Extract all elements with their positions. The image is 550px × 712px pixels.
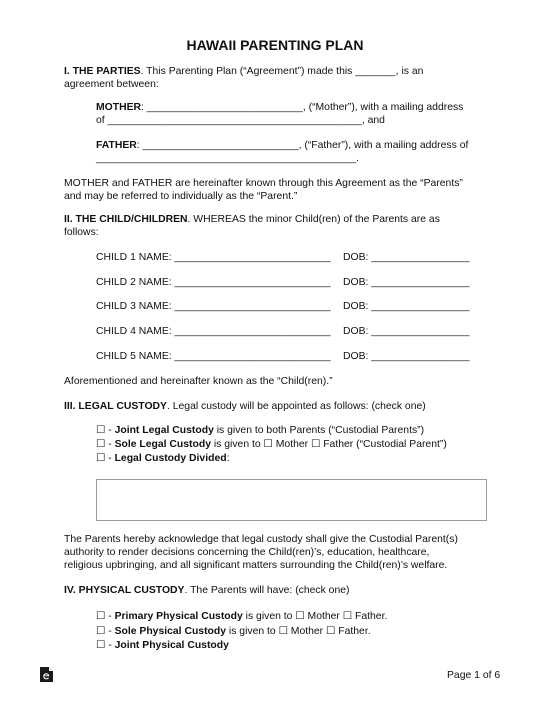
eforms-logo-icon	[40, 667, 53, 682]
checkbox-sole-physical-mother[interactable]: ☐	[278, 626, 288, 637]
legal-custody-intro: III. LEGAL CUSTODY. Legal custody will be appointed as follows: (check one)	[64, 401, 426, 412]
parents-definition-line-1: MOTHER and FATHER are hereinafter known through this Agreement as the “Parents”	[64, 178, 463, 189]
child-2-dob: DOB: _________________	[343, 277, 470, 288]
child-4-name: CHILD 4 NAME: ___________________________	[96, 326, 331, 337]
legal-custody-heading: III. LEGAL CUSTODY	[64, 401, 167, 412]
children-intro-line-1: II. THE CHILD/CHILDREN. WHEREAS the minor Child(ren) of the Parents are as	[64, 214, 440, 225]
physical-option-primary[interactable]: ☐ - Primary Physical Custody is given to ☐ Mother ☐ Father.	[96, 611, 388, 622]
physical-custody-heading: IV. PHYSICAL CUSTODY	[64, 585, 185, 596]
legal-option-joint[interactable]: ☐ - Joint Legal Custody is given to both Parents (“Custodial Parents”)	[96, 425, 425, 436]
mother-label: MOTHER	[96, 102, 142, 113]
child-3-name: CHILD 3 NAME: ___________________________	[96, 301, 331, 312]
parties-intro-line-1: I. THE PARTIES. This Parenting Plan (“Agreement”) made this _______, is an	[64, 66, 424, 77]
father-line-1: FATHER: ___________________________, (“Father”), with a mailing address of	[96, 140, 469, 151]
legal-option-sole[interactable]: ☐ - Sole Legal Custody is given to ☐ Mother ☐ Father (“Custodial Parent”)	[96, 439, 447, 450]
legal-option-divided[interactable]: ☐ - Legal Custody Divided:	[96, 453, 230, 464]
physical-option-joint[interactable]: ☐ - Joint Physical Custody	[96, 640, 229, 651]
document-title: HAWAII PARENTING PLAN	[186, 37, 364, 53]
checkbox-sole-legal-mother[interactable]: ☐	[263, 439, 273, 450]
child-1-dob: DOB: _________________	[343, 252, 470, 263]
parties-heading: I. THE PARTIES	[64, 66, 141, 77]
checkbox-sole-legal[interactable]: ☐	[96, 439, 106, 450]
checkbox-divided-legal[interactable]: ☐	[96, 453, 106, 464]
parents-definition-line-2: and may be referred to individually as the “Parent.”	[64, 191, 298, 202]
legal-ack-line-1: The Parents hereby acknowledge that legal custody shall give the Custodial Parent(s)	[64, 534, 458, 545]
checkbox-sole-legal-father[interactable]: ☐	[311, 439, 321, 450]
legal-custody-divided-textbox[interactable]	[96, 479, 487, 521]
child-2-name: CHILD 2 NAME: ___________________________	[96, 277, 331, 288]
child-1-name: CHILD 1 NAME: ___________________________	[96, 252, 331, 263]
children-definition: Aforementioned and hereinafter known as the “Child(ren).”	[64, 376, 333, 387]
parties-intro-line-2: agreement between:	[64, 79, 159, 90]
father-label: FATHER	[96, 140, 137, 151]
children-intro-line-2: follows:	[64, 227, 99, 238]
checkbox-sole-physical[interactable]: ☐	[96, 626, 106, 637]
checkbox-primary-physical-father[interactable]: ☐	[342, 611, 353, 622]
mother-line-2: of ____________________________________________, and	[96, 115, 385, 126]
child-3-dob: DOB: _________________	[343, 301, 470, 312]
checkbox-joint-physical[interactable]: ☐	[96, 640, 106, 651]
physical-custody-intro: IV. PHYSICAL CUSTODY. The Parents will have: (check one)	[64, 585, 350, 596]
physical-option-sole[interactable]: ☐ - Sole Physical Custody is given to ☐ Mother ☐ Father.	[96, 626, 371, 637]
page-number: Page 1 of 6	[447, 670, 501, 681]
checkbox-joint-legal[interactable]: ☐	[96, 425, 106, 436]
child-5-dob: DOB: _________________	[343, 351, 470, 362]
legal-ack-line-3: religious upbringing, and all significant matters surrounding the Child(ren)’s welfare.	[64, 560, 448, 571]
father-line-2: _____________________________________________.	[96, 153, 359, 164]
mother-line-1: MOTHER: ___________________________, (“Mother”), with a mailing address	[96, 102, 464, 113]
child-5-name: CHILD 5 NAME: ___________________________	[96, 351, 331, 362]
checkbox-primary-physical[interactable]: ☐	[96, 611, 106, 622]
legal-ack-line-2: authority to render decisions concerning the Child(ren)’s, education, healthcare,	[64, 547, 430, 558]
checkbox-primary-physical-mother[interactable]: ☐	[295, 611, 305, 622]
children-heading: II. THE CHILD/CHILDREN	[64, 214, 188, 225]
checkbox-sole-physical-father[interactable]: ☐	[326, 626, 336, 637]
child-4-dob: DOB: _________________	[343, 326, 470, 337]
